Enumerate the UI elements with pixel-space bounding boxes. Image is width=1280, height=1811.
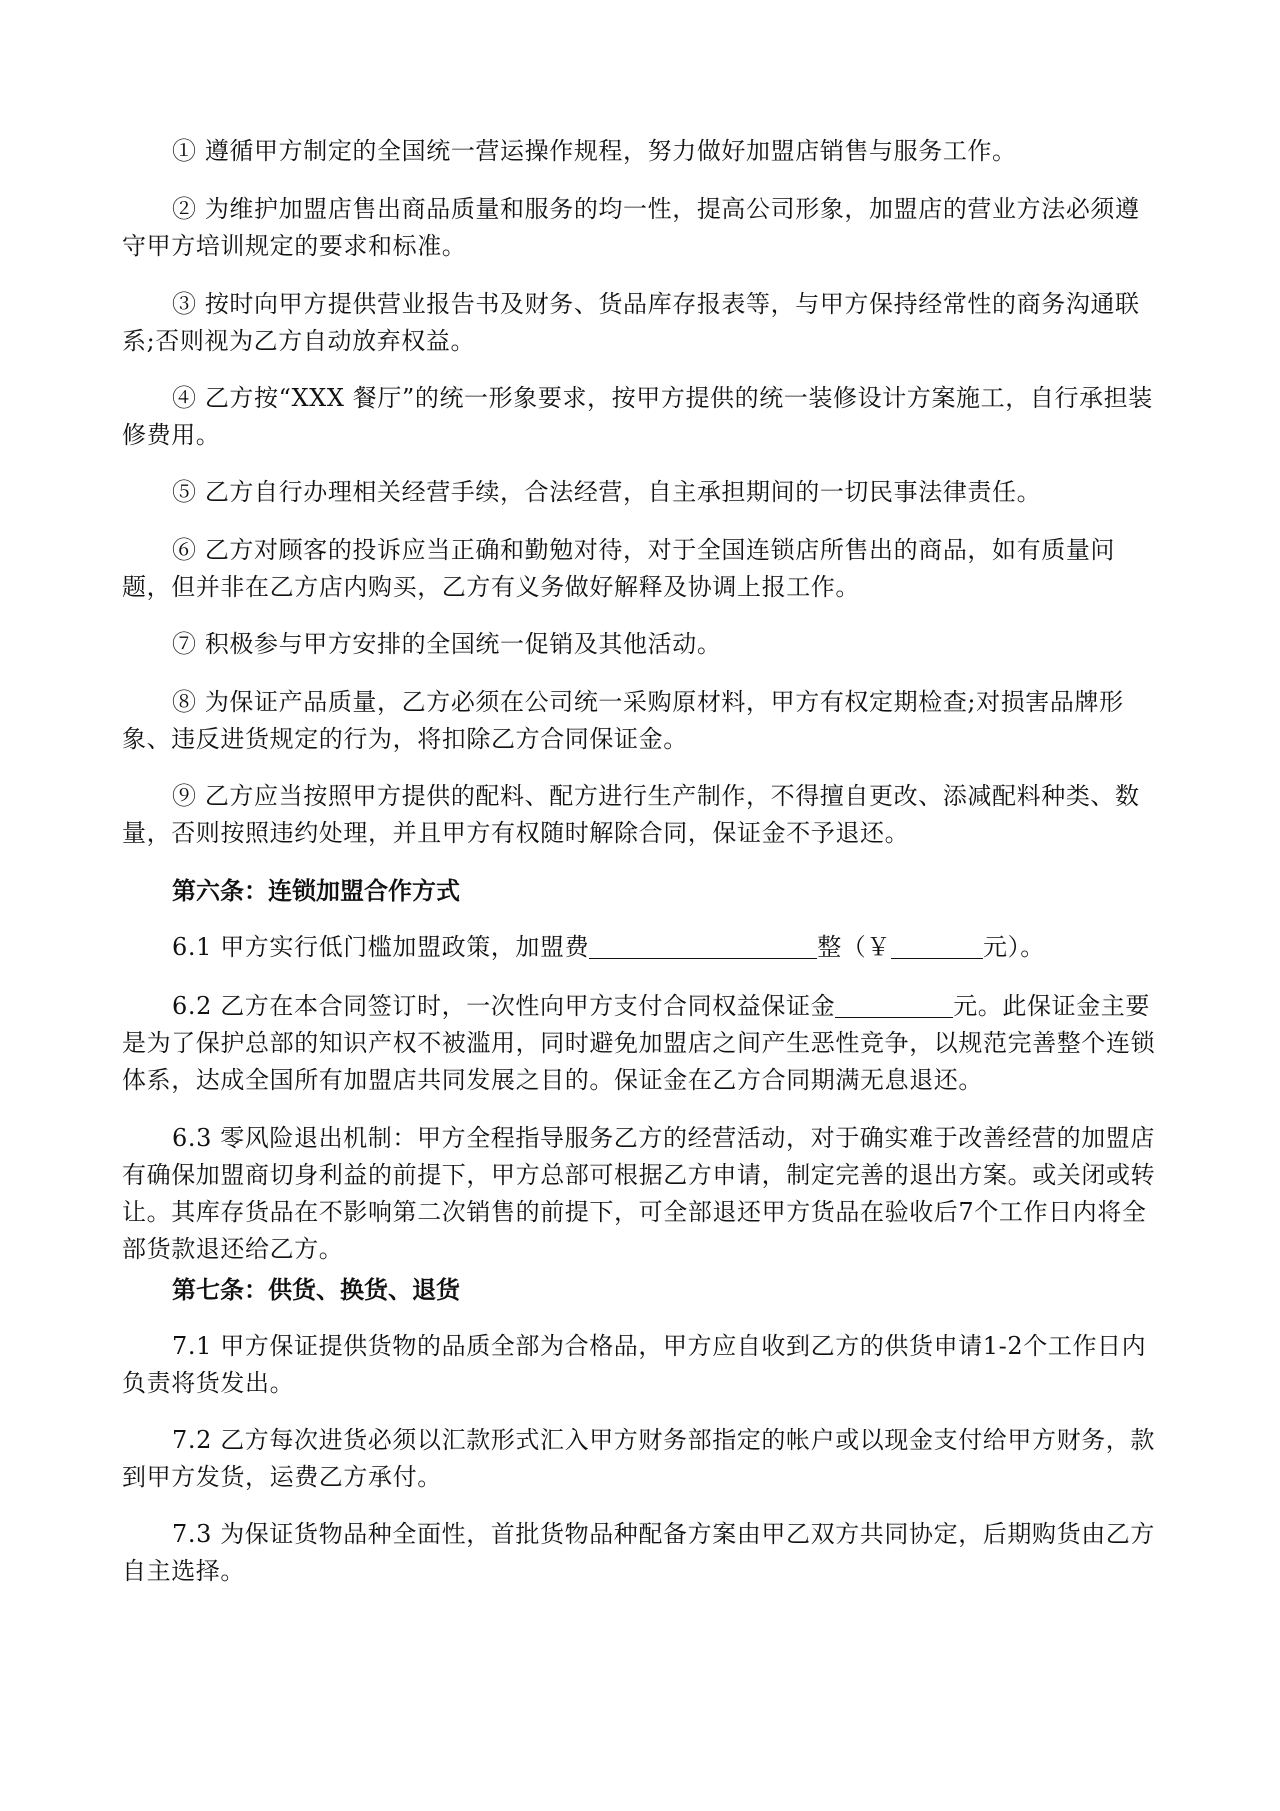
clause-item-7: ⑦ 积极参与甲方安排的全国统一促销及其他活动。 (172, 630, 722, 658)
franchise-fee-amount-blank (891, 934, 983, 959)
clause-item-8: ⑧ 为保证产品质量，乙方必须在公司统一采购原材料，甲方有权定期检查;对损害品牌形象、违反进货规定的行为，将扣除乙方合同保证金。 (122, 688, 1124, 753)
paragraph-6-2-text-a: 6.2 乙方在本合同签订时，一次性向甲方支付合同权益保证金 (172, 992, 836, 1020)
clause-item-4: ④ 乙方按“XXX 餐厅”的统一形象要求，按甲方提供的统一装修设计方案施工，自行承担装修费用。 (122, 384, 1153, 449)
paragraph-6-3: 6.3 零风险退出机制：甲方全程指导服务乙方的经营活动，对于确实难于改善经营的加盟店有确保加盟商切身利益的前提下，甲方总部可根据乙方申请，制定完善的退出方案。或关闭或转让。其库存货品在不影响第二次销售的前提下，可全部退还甲方货品在验收后7个工作日内将全部货款退还给乙方。 (122, 1124, 1156, 1263)
paragraph-6-1 (122, 929, 1162, 966)
clause-item-1: ① 遵循甲方制定的全国统一营运操作规程，努力做好加盟店销售与服务工作。 (172, 137, 1017, 165)
paragraph-6-1-text-a: 6.1 甲方实行低门槛加盟政策，加盟费 (172, 933, 590, 961)
clause-item-5: ⑤ 乙方自行办理相关经营手续，合法经营，自主承担期间的一切民事法律责任。 (172, 478, 1042, 506)
franchise-fee-blank (589, 934, 817, 959)
paragraph-7-2: 7.2 乙方每次进货必须以汇款形式汇入甲方财务部指定的帐户或以现金支付给甲方财务，款到甲方发货，运费乙方承付。 (122, 1426, 1155, 1491)
deposit-amount-blank (835, 993, 953, 1018)
clause-item-3: ③ 按时向甲方提供营业报告书及财务、货品库存报表等，与甲方保持经常性的商务沟通联系;否则视为乙方自动放弃权益。 (122, 290, 1140, 355)
clause-item-2: ② 为维护加盟店售出商品质量和服务的均一性，提高公司形象，加盟店的营业方法必须遵守甲方培训规定的要求和标准。 (122, 195, 1140, 260)
article-7-heading: 第七条：供货、换货、退货 (172, 1275, 460, 1304)
paragraph-6-2 (122, 988, 1162, 1099)
clause-item-9: ⑨ 乙方应当按照甲方提供的配料、配方进行生产制作，不得擅自更改、添减配料种类、数量，否则按照违约处理，并且甲方有权随时解除合同，保证金不予退还。 (122, 782, 1140, 847)
paragraph-7-1: 7.1 甲方保证提供货物的品质全部为合格品，甲方应自收到乙方的供货申请1-2个工作日内负责将货发出。 (122, 1332, 1147, 1397)
paragraph-6-1-text-b: 整（￥ (817, 933, 892, 961)
clause-item-6: ⑥ 乙方对顾客的投诉应当正确和勤勉对待，对于全国连锁店所售出的商品，如有质量问题，但并非在乙方店内购买，乙方有义务做好解释及协调上报工作。 (122, 536, 1116, 601)
paragraph-6-2-text-b: 元。此保证金主要是为了保护总部的知识产权不被滥用，同时避免加盟店之间产生恶性竞争，以规范完善整个连锁体系，达成全国所有加盟店共同发展之目的。保证金在乙方合同期满无息退还。 (122, 992, 1156, 1094)
article-6-heading: 第六条：连锁加盟合作方式 (172, 876, 460, 905)
paragraph-6-1-text-c: 元）。 (983, 933, 1045, 961)
paragraph-7-3: 7.3 为保证货物品种全面性，首批货物品种配备方案由甲乙双方共同协定，后期购货由乙方自主选择。 (122, 1520, 1155, 1585)
